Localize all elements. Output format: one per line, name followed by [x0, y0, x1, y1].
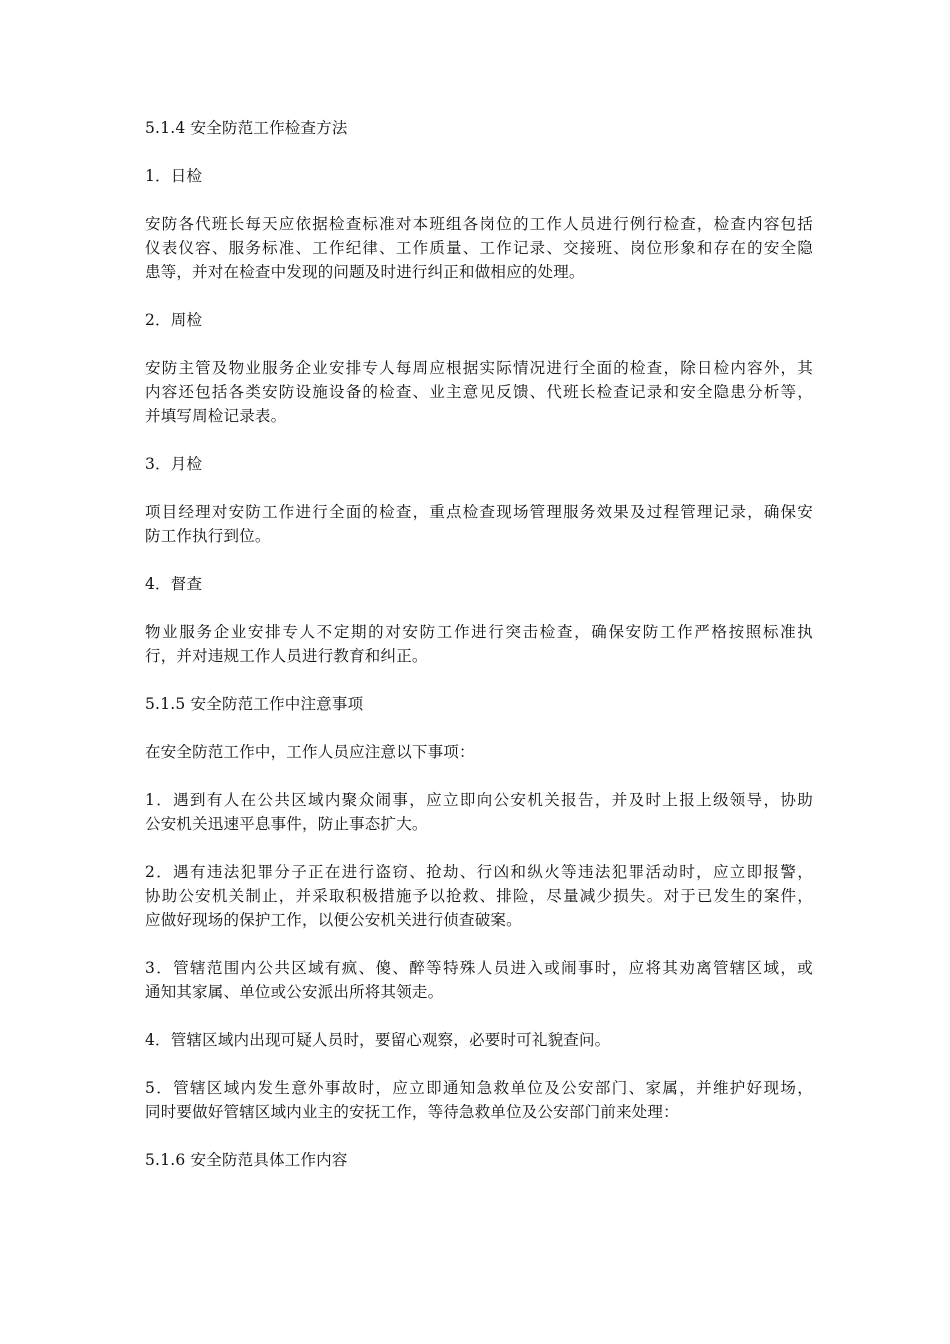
paragraph — [145, 356, 813, 428]
section-heading — [145, 116, 813, 140]
text-line: 患等，并对在检查中发现的问题及时进行纠正和做相应的处理。 — [145, 263, 585, 281]
text-line: 行，并对违规工作人员进行教育和纠正。 — [145, 647, 428, 665]
text-line: 1．遇到有人在公共区域内聚众闹事，应立即向公安机关报告，并及时上报上级领导，协助 — [145, 791, 813, 809]
section-heading — [145, 1148, 813, 1172]
paragraph — [145, 1028, 813, 1052]
text-line: 同时要做好管辖区域内业主的安抚工作，等待急救单位及公安部门前来处理： — [145, 1103, 679, 1121]
text-line: 物业服务企业安排专人不定期的对安防工作进行突击检查，确保安防工作严格按照标准执 — [145, 623, 813, 641]
text-line: 应做好现场的保护工作，以便公安机关进行侦查破案。 — [145, 911, 522, 929]
text-line: 项目经理对安防工作进行全面的检查，重点检查现场管理服务效果及过程管理记录，确保安 — [145, 503, 813, 521]
text-line: 4．督查 — [145, 575, 203, 593]
text-line: 在安全防范工作中，工作人员应注意以下事项： — [145, 743, 475, 761]
text-line: 3．月检 — [145, 455, 203, 473]
text-line: 3．管辖范围内公共区域有疯、傻、醉等特殊人员进入或闹事时，应将其劝离管辖区域，或 — [145, 959, 813, 977]
section-heading — [145, 692, 813, 716]
text-line: 2．遇有违法犯罪分子正在进行盗窃、抢劫、行凶和纵火等违法犯罪活动时，应立即报警， — [145, 863, 813, 881]
list-item-title — [145, 164, 813, 188]
text-line: 1．日检 — [145, 167, 203, 185]
text-line: 通知其家属、单位或公安派出所将其领走。 — [145, 983, 444, 1001]
text-line: 4．管辖区域内出现可疑人员时，要留心观察，必要时可礼貌查问。 — [145, 1031, 611, 1049]
text-line: 仪表仪容、服务标准、工作纪律、工作质量、工作记录、交接班、岗位形象和存在的安全隐 — [145, 239, 813, 257]
document-page — [145, 116, 813, 1196]
paragraph — [145, 788, 813, 836]
paragraph — [145, 860, 813, 932]
paragraph — [145, 500, 813, 548]
list-item-title — [145, 452, 813, 476]
paragraph — [145, 740, 813, 764]
text-line: 5.1.4 安全防范工作检查方法 — [145, 119, 348, 137]
text-line: 安防主管及物业服务企业安排专人每周应根据实际情况进行全面的检查，除日检内容外，其 — [145, 359, 813, 377]
text-line: 并填写周检记录表。 — [145, 407, 287, 425]
paragraph — [145, 620, 813, 668]
text-line: 2．周检 — [145, 311, 203, 329]
list-item-title — [145, 572, 813, 596]
text-line: 5．管辖区域内发生意外事故时，应立即通知急救单位及公安部门、家属，并维护好现场， — [145, 1079, 813, 1097]
paragraph — [145, 956, 813, 1004]
text-line: 5.1.6 安全防范具体工作内容 — [145, 1151, 348, 1169]
text-line: 安防各代班长每天应依据检查标准对本班组各岗位的工作人员进行例行检查，检查内容包括 — [145, 215, 813, 233]
paragraph — [145, 1076, 813, 1124]
text-line: 协助公安机关制止，并采取积极措施予以抢救、排险，尽量减少损失。对于已发生的案件， — [145, 887, 813, 905]
text-line: 防工作执行到位。 — [145, 527, 271, 545]
text-line: 内容还包括各类安防设施设备的检查、业主意见反馈、代班长检查记录和安全隐患分析等， — [145, 383, 813, 401]
text-line: 公安机关迅速平息事件，防止事态扩大。 — [145, 815, 428, 833]
paragraph — [145, 212, 813, 284]
text-line: 5.1.5 安全防范工作中注意事项 — [145, 695, 364, 713]
list-item-title — [145, 308, 813, 332]
